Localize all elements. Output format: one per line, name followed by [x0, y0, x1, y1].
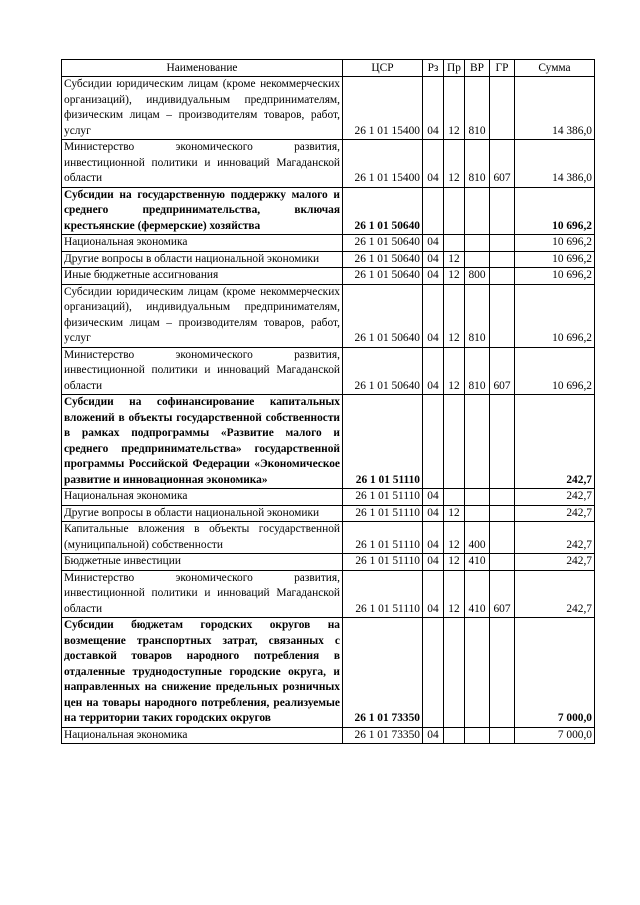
cell-vr: [465, 727, 490, 744]
cell-vr: 800: [465, 268, 490, 285]
cell-rz: [423, 187, 444, 235]
cell-pr: [444, 395, 465, 489]
cell-rz: 04: [423, 268, 444, 285]
cell-csr: 26 1 01 50640: [343, 251, 423, 268]
cell-pr: [444, 187, 465, 235]
cell-gr: [490, 489, 515, 506]
cell-gr: [490, 251, 515, 268]
cell-csr: 26 1 01 73350: [343, 618, 423, 728]
table-body: [62, 77, 595, 744]
cell-pr: 12: [444, 570, 465, 618]
cell-rz: [423, 618, 444, 728]
cell-csr: 26 1 01 51110: [343, 395, 423, 489]
header-pr: Пр: [444, 60, 465, 77]
cell-name: Капитальные вложения в объекты государственной (муниципальной) собственности: [62, 522, 343, 554]
cell-vr: 810: [465, 284, 490, 347]
cell-rz: 04: [423, 554, 444, 571]
cell-csr: 26 1 01 50640: [343, 268, 423, 285]
cell-gr: 607: [490, 347, 515, 395]
cell-name: Иные бюджетные ассигнования: [62, 268, 343, 285]
cell-rz: 04: [423, 570, 444, 618]
cell-name: Другие вопросы в области национальной экономики: [62, 505, 343, 522]
cell-vr: 400: [465, 522, 490, 554]
cell-pr: [444, 727, 465, 744]
header-gr: ГР: [490, 60, 515, 77]
cell-name: Министерство экономического развития, инвестиционной политики и инноваций Магаданской области: [62, 140, 343, 188]
header-sum: Сумма: [515, 60, 595, 77]
cell-name: Субсидии на государственную поддержку малого и среднего предпринимательства, включая крестьянские (фермерские) хозяйства: [62, 187, 343, 235]
cell-gr: 607: [490, 570, 515, 618]
cell-csr: 26 1 01 51110: [343, 570, 423, 618]
cell-name: Национальная экономика: [62, 235, 343, 252]
cell-sum: 10 696,2: [515, 235, 595, 252]
cell-vr: [465, 505, 490, 522]
cell-gr: [490, 727, 515, 744]
cell-csr: 26 1 01 51110: [343, 522, 423, 554]
cell-name: Министерство экономического развития, инвестиционной политики и инноваций Магаданской области: [62, 347, 343, 395]
cell-vr: 410: [465, 554, 490, 571]
cell-gr: 607: [490, 140, 515, 188]
cell-vr: [465, 187, 490, 235]
cell-name: Бюджетные инвестиции: [62, 554, 343, 571]
table-row: [62, 284, 595, 347]
cell-gr: [490, 268, 515, 285]
cell-gr: [490, 284, 515, 347]
cell-name: Субсидии бюджетам городских округов на возмещение транспортных затрат, связанных с доставкой товаров народного потребления в отдаленные труднодоступные городские округа, и направленных на снижение предельных розничных цен на товары народного потребления, реализуемые на территории таких городских округов: [62, 618, 343, 728]
cell-csr: 26 1 01 50640: [343, 235, 423, 252]
cell-pr: 12: [444, 347, 465, 395]
cell-rz: 04: [423, 727, 444, 744]
cell-pr: 12: [444, 554, 465, 571]
cell-pr: 12: [444, 284, 465, 347]
cell-sum: 14 386,0: [515, 140, 595, 188]
cell-sum: 14 386,0: [515, 77, 595, 140]
cell-vr: 810: [465, 77, 490, 140]
cell-pr: 12: [444, 140, 465, 188]
cell-vr: [465, 618, 490, 728]
cell-csr: 26 1 01 73350: [343, 727, 423, 744]
cell-vr: 410: [465, 570, 490, 618]
table-row: [62, 570, 595, 618]
cell-pr: 12: [444, 268, 465, 285]
cell-csr: 26 1 01 50640: [343, 347, 423, 395]
cell-csr: 26 1 01 15400: [343, 77, 423, 140]
cell-vr: 810: [465, 140, 490, 188]
header-csr: ЦСР: [343, 60, 423, 77]
cell-rz: 04: [423, 505, 444, 522]
table-row: [62, 347, 595, 395]
table-row: [62, 505, 595, 522]
cell-vr: [465, 251, 490, 268]
cell-pr: [444, 618, 465, 728]
table-row: [62, 268, 595, 285]
cell-name: Министерство экономического развития, инвестиционной политики и инноваций Магаданской области: [62, 570, 343, 618]
table-row: [62, 522, 595, 554]
cell-pr: 12: [444, 505, 465, 522]
table-row: [62, 251, 595, 268]
cell-sum: 10 696,2: [515, 268, 595, 285]
cell-pr: [444, 489, 465, 506]
cell-name: Национальная экономика: [62, 727, 343, 744]
cell-sum: 10 696,2: [515, 284, 595, 347]
cell-sum: 7 000,0: [515, 727, 595, 744]
cell-rz: 04: [423, 251, 444, 268]
cell-vr: [465, 235, 490, 252]
table-row: [62, 727, 595, 744]
cell-sum: 242,7: [515, 505, 595, 522]
table-row: [62, 554, 595, 571]
cell-gr: [490, 395, 515, 489]
cell-gr: [490, 618, 515, 728]
cell-gr: [490, 235, 515, 252]
cell-sum: 10 696,2: [515, 251, 595, 268]
cell-sum: 242,7: [515, 489, 595, 506]
header-vr: ВР: [465, 60, 490, 77]
cell-sum: 10 696,2: [515, 347, 595, 395]
table-row: [62, 140, 595, 188]
cell-sum: 242,7: [515, 522, 595, 554]
cell-rz: 04: [423, 284, 444, 347]
cell-name: Другие вопросы в области национальной экономики: [62, 251, 343, 268]
cell-pr: 12: [444, 522, 465, 554]
cell-pr: 12: [444, 251, 465, 268]
header-name: Наименование: [62, 60, 343, 77]
table-row: [62, 395, 595, 489]
cell-gr: [490, 505, 515, 522]
cell-csr: 26 1 01 51110: [343, 489, 423, 506]
cell-gr: [490, 522, 515, 554]
cell-sum: 10 696,2: [515, 187, 595, 235]
cell-name: Субсидии юридическим лицам (кроме некоммерческих организаций), индивидуальным предпринимателям, физическим лицам – производителям товаров, работ, услуг: [62, 77, 343, 140]
cell-pr: 12: [444, 77, 465, 140]
table-row: [62, 489, 595, 506]
cell-vr: [465, 489, 490, 506]
cell-csr: 26 1 01 51110: [343, 505, 423, 522]
cell-csr: 26 1 01 50640: [343, 187, 423, 235]
cell-rz: 04: [423, 347, 444, 395]
cell-csr: 26 1 01 15400: [343, 140, 423, 188]
cell-sum: 7 000,0: [515, 618, 595, 728]
cell-rz: 04: [423, 489, 444, 506]
cell-name: Национальная экономика: [62, 489, 343, 506]
cell-sum: 242,7: [515, 570, 595, 618]
cell-rz: 04: [423, 522, 444, 554]
header-rz: Рз: [423, 60, 444, 77]
cell-vr: [465, 395, 490, 489]
cell-sum: 242,7: [515, 395, 595, 489]
table-row: [62, 618, 595, 728]
cell-gr: [490, 187, 515, 235]
table-header: [62, 60, 595, 77]
cell-rz: 04: [423, 235, 444, 252]
cell-rz: 04: [423, 77, 444, 140]
budget-table: [61, 59, 595, 744]
table-row: [62, 235, 595, 252]
cell-sum: 242,7: [515, 554, 595, 571]
cell-csr: 26 1 01 51110: [343, 554, 423, 571]
cell-name: Субсидии на софинансирование капитальных вложений в объекты государственной собственности в рамках подпрограммы «Развитие малого и среднего предпринимательства» государственной программы Российской Федерации «Экономическое развитие и инновационная экономика»: [62, 395, 343, 489]
cell-rz: 04: [423, 140, 444, 188]
cell-name: Субсидии юридическим лицам (кроме некоммерческих организаций), индивидуальным предпринимателям, физическим лицам – производителям товаров, работ, услуг: [62, 284, 343, 347]
cell-pr: [444, 235, 465, 252]
cell-gr: [490, 554, 515, 571]
cell-gr: [490, 77, 515, 140]
cell-csr: 26 1 01 50640: [343, 284, 423, 347]
cell-vr: 810: [465, 347, 490, 395]
table-row: [62, 187, 595, 235]
cell-rz: [423, 395, 444, 489]
table-row: [62, 77, 595, 140]
